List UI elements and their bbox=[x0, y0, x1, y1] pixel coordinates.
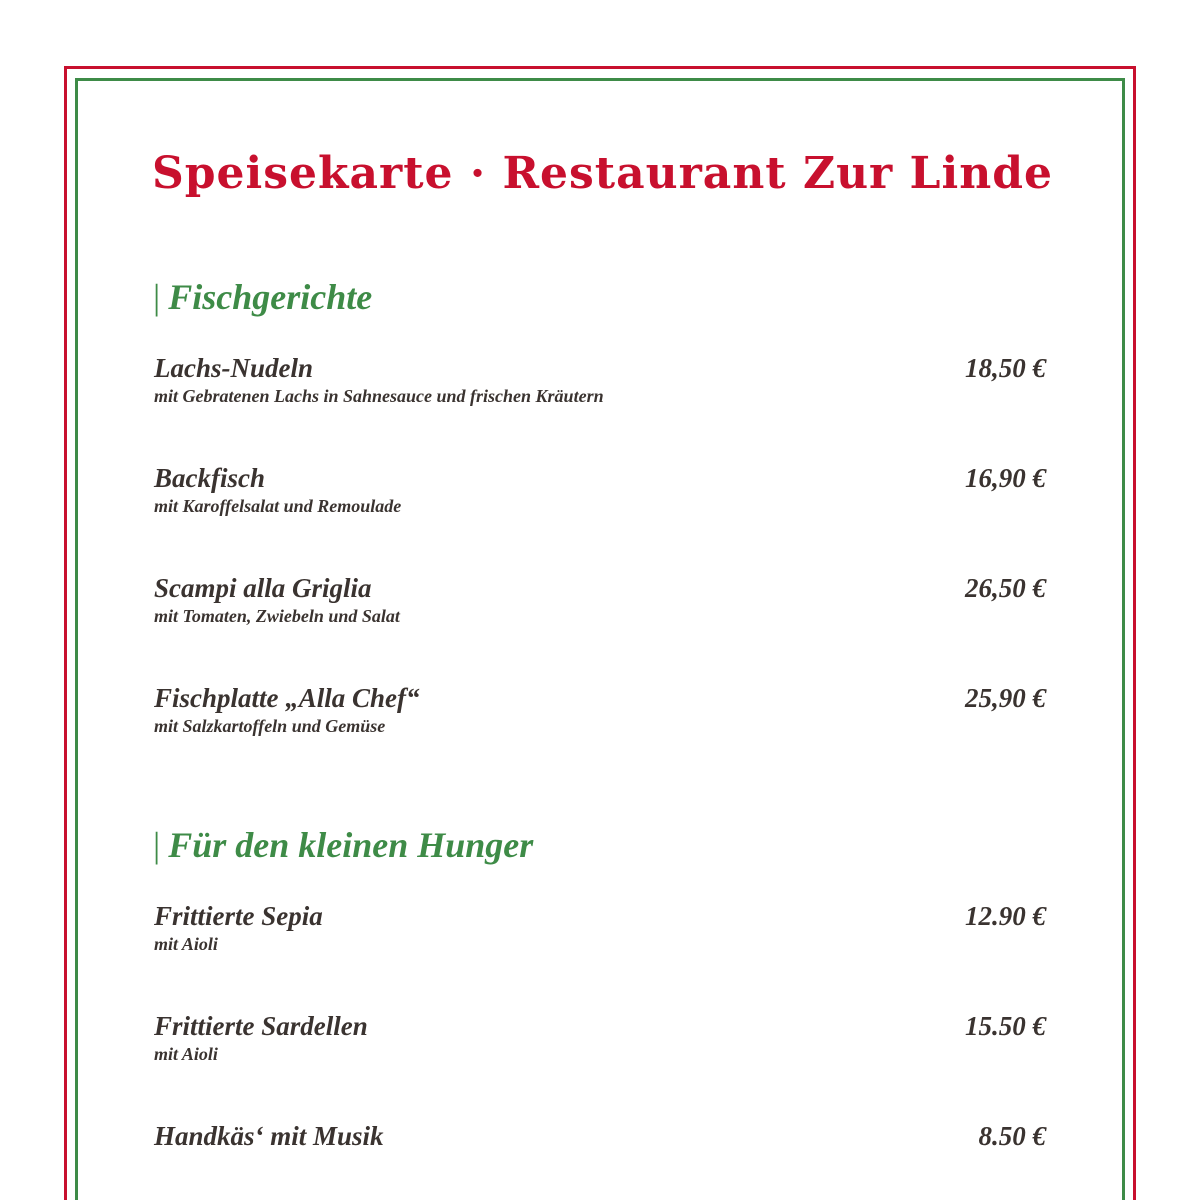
item-description: mit Gebratenen Lachs in Sahnesauce und frischen Kräutern bbox=[154, 386, 604, 406]
section-bar: | bbox=[153, 825, 161, 865]
item-price: 26,50 € bbox=[965, 573, 1046, 603]
item-name: Scampi alla Griglia bbox=[154, 573, 372, 603]
item-description: mit Karoffelsalat und Remoulade bbox=[154, 496, 402, 516]
menu-item bbox=[154, 572, 1046, 627]
item-price: 8.50 € bbox=[978, 1121, 1046, 1151]
item-price: 12.90 € bbox=[965, 901, 1046, 931]
menu-item bbox=[154, 1120, 1046, 1154]
item-price: 16,90 € bbox=[965, 463, 1046, 493]
item-name: Backfisch bbox=[154, 463, 265, 493]
section-title: Für den kleinen Hunger bbox=[168, 825, 534, 865]
item-price: 18,50 € bbox=[965, 353, 1046, 383]
item-name: Frittierte Sardellen bbox=[154, 1011, 368, 1041]
item-name: Frittierte Sepia bbox=[154, 901, 323, 931]
item-name: Fischplatte „Alla Chef“ bbox=[154, 683, 420, 713]
menu-item bbox=[154, 682, 1046, 737]
section-header-fischgerichte bbox=[153, 276, 372, 318]
item-description: mit Aioli bbox=[154, 934, 218, 954]
section-header-kleiner-hunger bbox=[153, 824, 533, 866]
section-bar: | bbox=[153, 277, 161, 317]
item-price: 15.50 € bbox=[965, 1011, 1046, 1041]
item-name: Lachs-Nudeln bbox=[154, 353, 314, 383]
menu-item bbox=[154, 1010, 1046, 1065]
menu-item bbox=[154, 352, 1046, 407]
item-price: 25,90 € bbox=[965, 683, 1046, 713]
menu-item bbox=[154, 900, 1046, 955]
item-description: mit Aioli bbox=[154, 1044, 218, 1064]
menu-item bbox=[154, 462, 1046, 517]
page-title: Speisekarte · Restaurant Zur Linde bbox=[152, 148, 1053, 199]
item-description: mit Tomaten, Zwiebeln und Salat bbox=[154, 606, 400, 626]
item-description: mit Salzkartoffeln und Gemüse bbox=[154, 716, 386, 736]
item-name: Handkäs‘ mit Musik bbox=[154, 1121, 384, 1151]
section-title: Fischgerichte bbox=[168, 277, 373, 317]
